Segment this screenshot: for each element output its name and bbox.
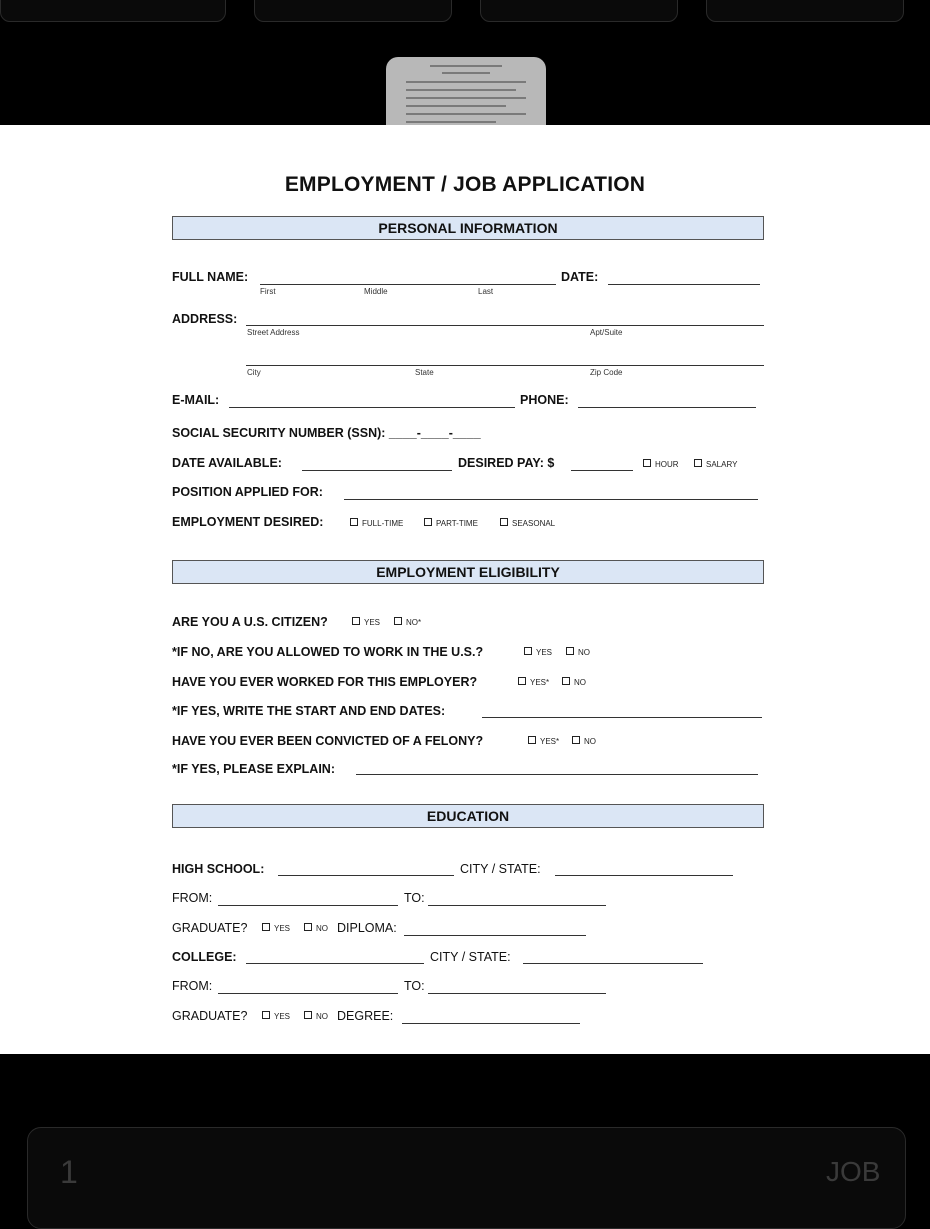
- email-label: E-MAIL:: [172, 393, 220, 407]
- salary-option-label: SALARY: [706, 460, 738, 469]
- top-thumbnail-card-4[interactable]: [706, 0, 904, 22]
- worked-no-label: NO: [574, 678, 586, 687]
- high-school-line: [278, 875, 454, 876]
- allowed-to-work-question: *IF NO, ARE YOU ALLOWED TO WORK IN THE U.S.?: [172, 645, 484, 659]
- state-caption: State: [415, 368, 434, 377]
- college-label: COLLEGE:: [172, 950, 237, 964]
- college-to-label: TO:: [404, 979, 425, 993]
- position-label: POSITION APPLIED FOR:: [172, 485, 323, 499]
- section-header-education: EDUCATION: [172, 804, 764, 828]
- part-time-checkbox[interactable]: [424, 518, 432, 526]
- start-end-dates-line: [482, 717, 762, 718]
- document-title: EMPLOYMENT / JOB APPLICATION: [284, 173, 646, 196]
- diploma-label: DIPLOMA:: [337, 921, 397, 935]
- top-thumbnail-card-3[interactable]: [480, 0, 678, 22]
- date-label: DATE:: [561, 270, 599, 284]
- hour-option-label: HOUR: [655, 460, 679, 469]
- college-graduate-no-label: NO: [316, 1012, 328, 1021]
- felony-no-checkbox[interactable]: [572, 736, 580, 744]
- desired-pay-line: [571, 470, 633, 471]
- apt-suite-caption: Apt/Suite: [590, 328, 623, 337]
- felony-question: HAVE YOU EVER BEEN CONVICTED OF A FELONY?: [172, 734, 484, 748]
- worked-yes-label: YES*: [530, 678, 550, 687]
- phone-line: [578, 407, 756, 408]
- high-school-city-state-line: [555, 875, 733, 876]
- degree-line: [402, 1023, 580, 1024]
- position-line: [344, 499, 758, 500]
- street-address-caption: Street Address: [247, 328, 300, 337]
- allowed-no-checkbox[interactable]: [566, 647, 574, 655]
- ssn-label: SOCIAL SECURITY NUMBER (SSN): ____-____-____: [172, 426, 481, 440]
- allowed-yes-checkbox[interactable]: [524, 647, 532, 655]
- high-school-label: HIGH SCHOOL:: [172, 862, 265, 876]
- application-document-page: [0, 125, 930, 1054]
- felony-no-label: NO: [584, 737, 596, 746]
- worked-yes-checkbox[interactable]: [518, 677, 526, 685]
- citizen-question: ARE YOU A U.S. CITIZEN?: [172, 615, 328, 629]
- citizen-yes-label: YES: [364, 618, 381, 627]
- college-line: [246, 963, 424, 964]
- felony-yes-label: YES*: [540, 737, 560, 746]
- allowed-no-label: NO: [578, 648, 590, 657]
- high-school-from-line: [218, 905, 398, 906]
- college-graduate-yes-checkbox[interactable]: [262, 1011, 270, 1019]
- address-street-line: [246, 325, 764, 326]
- citizen-no-checkbox[interactable]: [394, 617, 402, 625]
- full-time-option-label: FULL-TIME: [362, 519, 404, 528]
- employment-desired-label: EMPLOYMENT DESIRED:: [172, 515, 324, 529]
- please-explain-line: [356, 774, 758, 775]
- section-header-personal-information: PERSONAL INFORMATION: [172, 216, 764, 240]
- high-school-graduate-label: GRADUATE?: [172, 921, 248, 935]
- salary-checkbox[interactable]: [694, 459, 702, 467]
- page-label: JOB: [826, 1156, 881, 1187]
- full-name-label: FULL NAME:: [172, 270, 249, 284]
- phone-label: PHONE:: [520, 393, 569, 407]
- college-graduate-yes-label: YES: [274, 1012, 291, 1021]
- seasonal-checkbox[interactable]: [500, 518, 508, 526]
- worked-no-checkbox[interactable]: [562, 677, 570, 685]
- last-caption: Last: [478, 287, 494, 296]
- citizen-no-label: NO*: [406, 618, 422, 627]
- bottom-caption-bar: [27, 1127, 906, 1229]
- date-available-line: [302, 470, 452, 471]
- part-time-option-label: PART-TIME: [436, 519, 478, 528]
- college-from-line: [218, 993, 398, 994]
- section-header-employment-eligibility: EMPLOYMENT ELIGIBILITY: [172, 560, 764, 584]
- email-line: [229, 407, 515, 408]
- zip-code-caption: Zip Code: [590, 368, 623, 377]
- top-thumbnail-card-1[interactable]: [0, 0, 226, 22]
- first-caption: First: [260, 287, 276, 296]
- desired-pay-label: DESIRED PAY: $: [458, 456, 555, 470]
- address-city-line: [246, 365, 764, 366]
- allowed-yes-label: YES: [536, 648, 553, 657]
- high-school-graduate-no-label: NO: [316, 924, 328, 933]
- high-school-graduate-no-checkbox[interactable]: [304, 923, 312, 931]
- college-to-line: [428, 993, 606, 994]
- college-city-state-line: [523, 963, 703, 964]
- college-graduate-label: GRADUATE?: [172, 1009, 248, 1023]
- page-number: 1: [60, 1154, 78, 1190]
- city-caption: City: [247, 368, 261, 377]
- college-from-label: FROM:: [172, 979, 213, 993]
- full-name-line: [260, 284, 556, 285]
- citizen-yes-checkbox[interactable]: [352, 617, 360, 625]
- degree-label: DEGREE:: [337, 1009, 394, 1023]
- high-school-graduate-yes-checkbox[interactable]: [262, 923, 270, 931]
- college-graduate-no-checkbox[interactable]: [304, 1011, 312, 1019]
- start-end-dates-label: *IF YES, WRITE THE START AND END DATES:: [172, 704, 446, 718]
- seasonal-option-label: SEASONAL: [512, 519, 556, 528]
- high-school-to-label: TO:: [404, 891, 425, 905]
- address-label: ADDRESS:: [172, 312, 238, 326]
- full-time-checkbox[interactable]: [350, 518, 358, 526]
- please-explain-label: *IF YES, PLEASE EXPLAIN:: [172, 762, 336, 776]
- high-school-graduate-yes-label: YES: [274, 924, 291, 933]
- diploma-line: [404, 935, 586, 936]
- top-thumbnail-card-2[interactable]: [254, 0, 452, 22]
- date-line: [608, 284, 760, 285]
- page-thumbnail[interactable]: [386, 57, 546, 125]
- middle-caption: Middle: [364, 287, 388, 296]
- hour-checkbox[interactable]: [643, 459, 651, 467]
- worked-before-question: HAVE YOU EVER WORKED FOR THIS EMPLOYER?: [172, 675, 478, 689]
- high-school-city-state-label: CITY / STATE:: [460, 862, 541, 876]
- date-available-label: DATE AVAILABLE:: [172, 456, 282, 470]
- felony-yes-checkbox[interactable]: [528, 736, 536, 744]
- high-school-to-line: [428, 905, 606, 906]
- college-city-state-label: CITY / STATE:: [430, 950, 511, 964]
- high-school-from-label: FROM:: [172, 891, 213, 905]
